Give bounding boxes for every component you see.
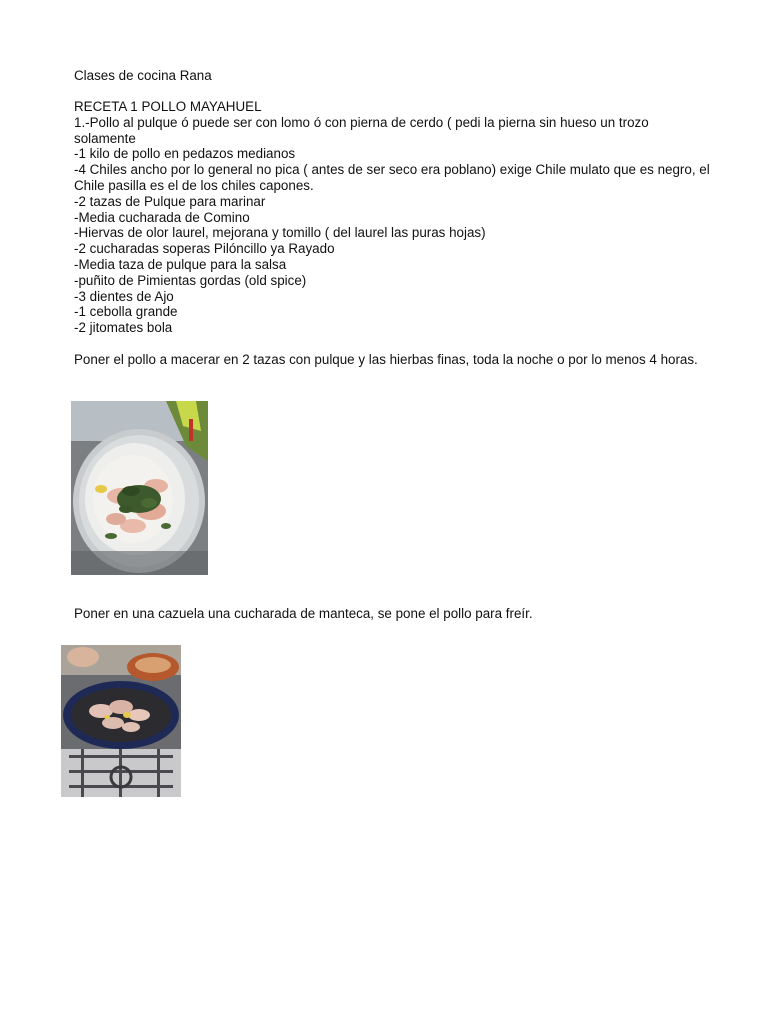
recipe-line: -1 kilo de pollo en pedazos medianos [74,146,296,162]
recipe-line: -Media cucharada de Comino [74,209,250,225]
document-title: Clases de cocina Rana [74,68,212,83]
recipe-heading: RECETA 1 POLLO MAYAHUEL [74,99,262,114]
recipe-line: -2 jitomates bola [74,320,173,336]
marinate-instruction: Poner el pollo a macerar en 2 tazas con pulque y las hierbas finas, toda la noche o por lo menos 4 horas. [74,352,698,367]
recipe-line: -puñito de Pimientas gordas (old spice) [74,272,307,288]
recipe-line: -2 tazas de Pulque para marinar [74,193,266,209]
recipe-section [74,99,714,336]
recipe-line: -4 Chiles ancho por lo general no pica ( antes de ser seco era poblano) exige Chile mulato que es negro, el Chile pasilla es el de los chiles capones. [74,162,710,193]
recipe-line: -3 dientes de Ajo [74,288,174,304]
recipe-line: -2 cucharadas soperas Pilóncillo ya Rayado [74,241,335,257]
frying-chicken-photo [61,645,181,797]
recipe-line: -Hiervas de olor laurel, mejorana y tomillo ( del laurel las puras hojas) [74,225,486,241]
recipe-line: -1 cebolla grande [74,304,178,320]
recipe-line: -Media taza de pulque para la salsa [74,256,287,272]
frying-instruction: Poner en una cazuela una cucharada de manteca, se pone el pollo para freír. [74,606,533,621]
recipe-line: 1.-Pollo al pulque ó puede ser con lomo ó con pierna de cerdo ( pedi la pierna sin hueso un trozo solamente [74,114,649,146]
marinating-chicken-photo [71,401,208,575]
